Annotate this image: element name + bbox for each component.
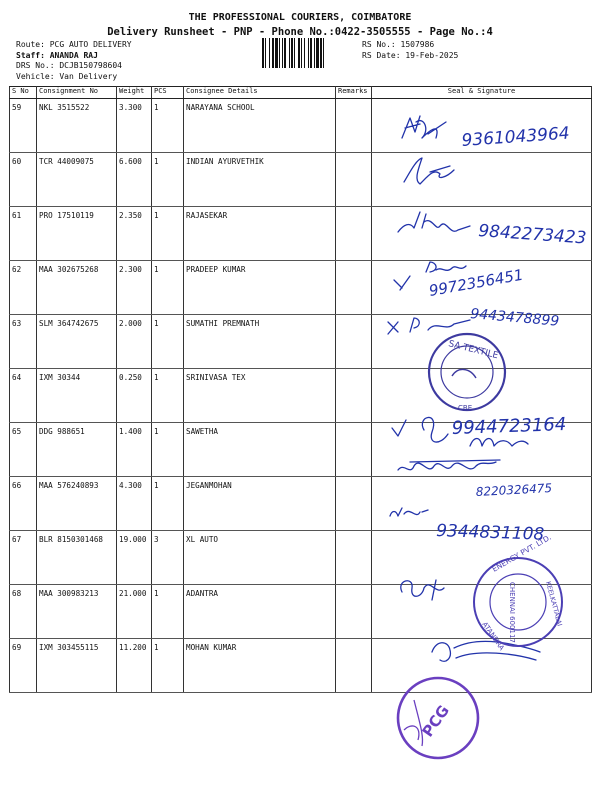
col-sno: S No bbox=[10, 87, 37, 99]
cell-consignee: XL AUTO bbox=[184, 531, 336, 585]
cell-consignee: JEGANMOHAN bbox=[184, 477, 336, 531]
cell-pcs: 1 bbox=[152, 369, 184, 423]
cell-consignment: MAA 576240893 bbox=[37, 477, 117, 531]
cell-weight: 0.250 bbox=[117, 369, 152, 423]
cell-consignee: SAWETHA bbox=[184, 423, 336, 477]
phone-65: 9944723164 bbox=[451, 414, 567, 439]
cell-weight: 19.000 bbox=[117, 531, 152, 585]
cell-sno: 61 bbox=[10, 207, 37, 261]
textile-stamp bbox=[429, 334, 505, 412]
signature-66 bbox=[398, 460, 500, 470]
cell-consignment: PRO 17510119 bbox=[37, 207, 117, 261]
cell-sno: 60 bbox=[10, 153, 37, 207]
signature-65b bbox=[470, 439, 528, 447]
cell-consignee: PRADEEP KUMAR bbox=[184, 261, 336, 315]
col-signature: Seal & Signature bbox=[372, 87, 592, 99]
signature-63 bbox=[388, 318, 470, 334]
cell-weight: 2.350 bbox=[117, 207, 152, 261]
cell-weight: 3.300 bbox=[117, 99, 152, 153]
cell-consignee: ADANTRA bbox=[184, 585, 336, 639]
signature-60 bbox=[404, 158, 454, 184]
phone-61: 9842273423 bbox=[477, 221, 587, 249]
cell-pcs: 1 bbox=[152, 639, 184, 693]
signature-69 bbox=[432, 641, 540, 661]
signature-61 bbox=[398, 212, 470, 232]
cell-sno: 64 bbox=[10, 369, 37, 423]
cell-weight: 2.300 bbox=[117, 261, 152, 315]
rs-date: RS Date: 19-Feb-2025 bbox=[362, 50, 459, 60]
cell-sno: 65 bbox=[10, 423, 37, 477]
cell-pcs: 1 bbox=[152, 207, 184, 261]
rs-number: RS No.: 1507986 bbox=[362, 40, 435, 49]
cell-sno: 67 bbox=[10, 531, 37, 585]
cell-pcs: 1 bbox=[152, 153, 184, 207]
route-text: Route: PCG AUTO DELIVERY bbox=[16, 40, 132, 49]
cell-weight: 21.000 bbox=[117, 585, 152, 639]
cell-consignment: MAA 300983213 bbox=[37, 585, 117, 639]
energy-stamp-bottom: ATANDRA bbox=[480, 620, 506, 652]
col-consignment: Consignment No bbox=[37, 87, 117, 99]
staff-value: ANANDA RAJ bbox=[49, 50, 98, 60]
cell-sno: 68 bbox=[10, 585, 37, 639]
cell-pcs: 1 bbox=[152, 477, 184, 531]
phone-59: 9361043964 bbox=[460, 123, 571, 151]
cell-pcs: 1 bbox=[152, 99, 184, 153]
phone-67: 9344831108 bbox=[435, 521, 545, 545]
col-weight: Weight bbox=[117, 87, 152, 99]
cell-consignee: INDIAN AYURVETHIK bbox=[184, 153, 336, 207]
energy-stamp-top: ENERGY PVT. LTD. bbox=[490, 532, 553, 574]
cell-consignee: MOHAN KUMAR bbox=[184, 639, 336, 693]
cell-pcs: 1 bbox=[152, 423, 184, 477]
cell-pcs: 1 bbox=[152, 261, 184, 315]
col-pcs: PCS bbox=[152, 87, 184, 99]
cell-consignee: RAJASEKAR bbox=[184, 207, 336, 261]
drs-text: DRS No.: DCJB150798604 bbox=[16, 61, 122, 70]
runsheet-subtitle: Delivery Runsheet - PNP - Phone No.:0422-3505555 - Page No.:4 bbox=[107, 26, 493, 38]
cell-sno: 63 bbox=[10, 315, 37, 369]
vehicle-text: Vehicle: Van Delivery bbox=[16, 71, 118, 81]
pcg-stamp bbox=[398, 678, 478, 758]
cell-consignment: IXM 30344 bbox=[37, 369, 117, 423]
pcg-stamp-text: PCG bbox=[418, 701, 453, 741]
cell-consignment: BLR 8150301468 bbox=[37, 531, 117, 585]
cell-sno: 66 bbox=[10, 477, 37, 531]
phone-66: 8220326475 bbox=[475, 481, 553, 499]
phone-63: 9443478899 bbox=[469, 306, 560, 330]
cell-consignment: DDG 988651 bbox=[37, 423, 117, 477]
cell-consignee: SUMATHI PREMNATH bbox=[184, 315, 336, 369]
company-title: THE PROFESSIONAL COURIERS, COIMBATORE bbox=[188, 12, 412, 23]
textile-stamp-bottom: CBE bbox=[458, 404, 473, 412]
cell-weight: 6.600 bbox=[117, 153, 152, 207]
cell-consignee: SRINIVASA TEX bbox=[184, 369, 336, 423]
cell-pcs: 1 bbox=[152, 315, 184, 369]
energy-stamp bbox=[474, 533, 564, 653]
col-consignee: Consignee Details bbox=[184, 87, 336, 99]
cell-pcs: 3 bbox=[152, 531, 184, 585]
cell-sno: 62 bbox=[10, 261, 37, 315]
cell-pcs: 1 bbox=[152, 585, 184, 639]
cell-consignment: SLM 364742675 bbox=[37, 315, 117, 369]
cell-consignment: NKL 3515522 bbox=[37, 99, 117, 153]
energy-stamp-center: CHENNAI 600117 bbox=[508, 582, 516, 643]
cell-weight: 2.000 bbox=[117, 315, 152, 369]
cell-weight: 11.200 bbox=[117, 639, 152, 693]
signature-67 bbox=[390, 508, 428, 516]
cell-weight: 1.400 bbox=[117, 423, 152, 477]
cell-sno: 59 bbox=[10, 99, 37, 153]
cell-weight: 4.300 bbox=[117, 477, 152, 531]
cell-consignment: TCR 44009075 bbox=[37, 153, 117, 207]
staff-label: Staff: bbox=[16, 50, 45, 60]
textile-stamp-top: SA TEXTILE bbox=[447, 339, 500, 362]
signature-65 bbox=[392, 417, 448, 442]
phone-62: 9972356451 bbox=[427, 265, 525, 300]
cell-consignment: MAA 302675268 bbox=[37, 261, 117, 315]
cell-sno: 69 bbox=[10, 639, 37, 693]
energy-stamp-side: KEELKATTALAI bbox=[544, 580, 564, 628]
col-remarks: Remarks bbox=[336, 87, 372, 99]
signature-59 bbox=[402, 116, 446, 138]
cell-consignee: NARAYANA SCHOOL bbox=[184, 99, 336, 153]
signature-68 bbox=[401, 580, 444, 600]
cell-consignment: IXM 303455115 bbox=[37, 639, 117, 693]
